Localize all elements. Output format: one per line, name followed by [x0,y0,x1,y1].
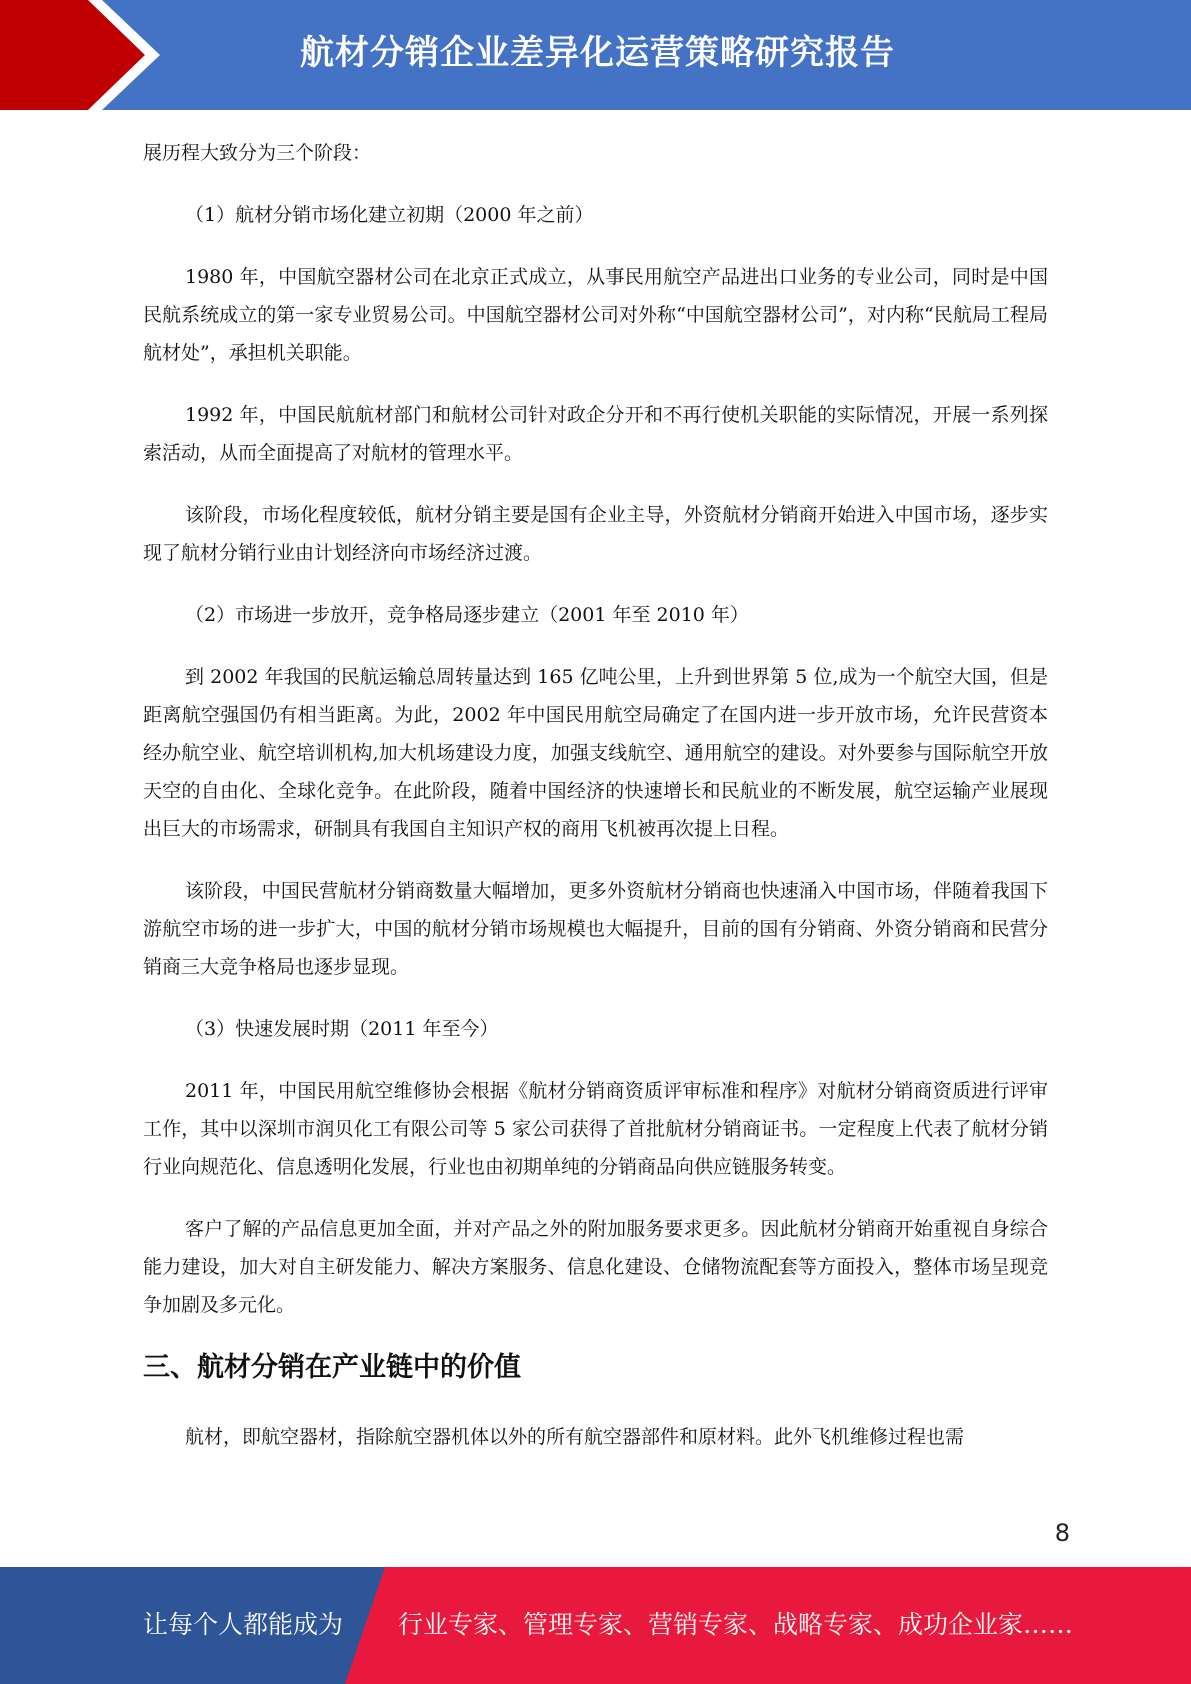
page-header [0,0,1191,110]
report-title: 航材分销企业差异化运营策略研究报告 [300,33,895,73]
subheading: （1）航材分销市场化建立初期（2000 年之前） [185,204,594,226]
paragraph: 1980 年，中国航空器材公司在北京正式成立，从事民用航空产品进出口业务的专业公司，同时是中国民航系统成立的第一家专业贸易公司。中国航空器材公司对外称“中国航空器材公司”，对内称“民航局工程局航材处”，承担机关职能。 [143,266,1048,364]
page-footer [0,1567,1191,1684]
paragraph: 该阶段，中国民营航材分销商数量大幅增加，更多外资航材分销商也快速涌入中国市场，伴随着我国下游航空市场的进一步扩大，中国的航材分销市场规模也大幅提升，目前的国有分销商、外资分销商和民营分销商三大竞争格局也逐步显现。 [143,880,1048,978]
subheading: （2）市场进一步放开，竞争格局逐步建立（2001 年至 2010 年） [185,604,749,626]
footer-slogan-right: 行业专家、管理专家、营销专家、战略专家、成功企业家…… [398,1610,1074,1639]
paragraph: 该阶段，市场化程度较低，航材分销主要是国有企业主导，外资航材分销商开始进入中国市场，逐步实现了航材分销行业由计划经济向市场经济过渡。 [143,504,1048,564]
subheading: （3）快速发展时期（2011 年至今） [185,1018,499,1040]
paragraph: 客户了解的产品信息更加全面，并对产品之外的附加服务要求更多。因此航材分销商开始重视自身综合能力建设，加大对自主研发能力、解决方案服务、信息化建设、仓储物流配套等方面投入，整体市场呈现竞争加剧及多元化。 [143,1218,1048,1316]
paragraph: 航材，即航空器材，指除航空器机体以外的所有航空器部件和原材料。此外飞机维修过程也需 [185,1426,965,1448]
header-chevron-decoration [0,0,160,110]
paragraph: 到 2002 年我国的民航运输总周转量达到 165 亿吨公里，上升到世界第 5 位,成为一个航空大国，但是距离航空强国仍有相当距离。为此，2002 年中国民用航空局确定了在国内进一步开放市场，允许民营资本经办航空业、航空培训机构,加大机场建设力度，加强支线航空、通用航空的建设。对外要参与国际航空开放天空的自由化、全球化竞争。在此阶段，随着中国经济的快速增长和民航业的不断发展，航空运输产业展现出巨大的市场需求，研制具有我国自主知识产权的商用飞机被再次提上日程。 [143,666,1048,840]
paragraph: 1992 年，中国民航航材部门和航材公司针对政企分开和不再行使机关职能的实际情况，开展一系列探索活动，从而全面提高了对航材的管理水平。 [143,404,1048,464]
section-heading: 三、航材分销在产业链中的价值 [143,1352,521,1383]
paragraph: 2011 年，中国民用航空维修协会根据《航材分销商资质评审标准和程序》对航材分销商资质进行评审工作，其中以深圳市润贝化工有限公司等 5 家公司获得了首批航材分销商证书。一定程度上代表了航材分销行业向规范化、信息透明化发展，行业也由初期单纯的分销商品向供应链服务转变。 [143,1080,1048,1178]
page-number: 8 [1054,1519,1070,1547]
paragraph: 展历程大致分为三个阶段： [143,142,372,164]
document-body [143,134,1048,1480]
footer-slogan-left: 让每个人都能成为 [143,1610,344,1639]
